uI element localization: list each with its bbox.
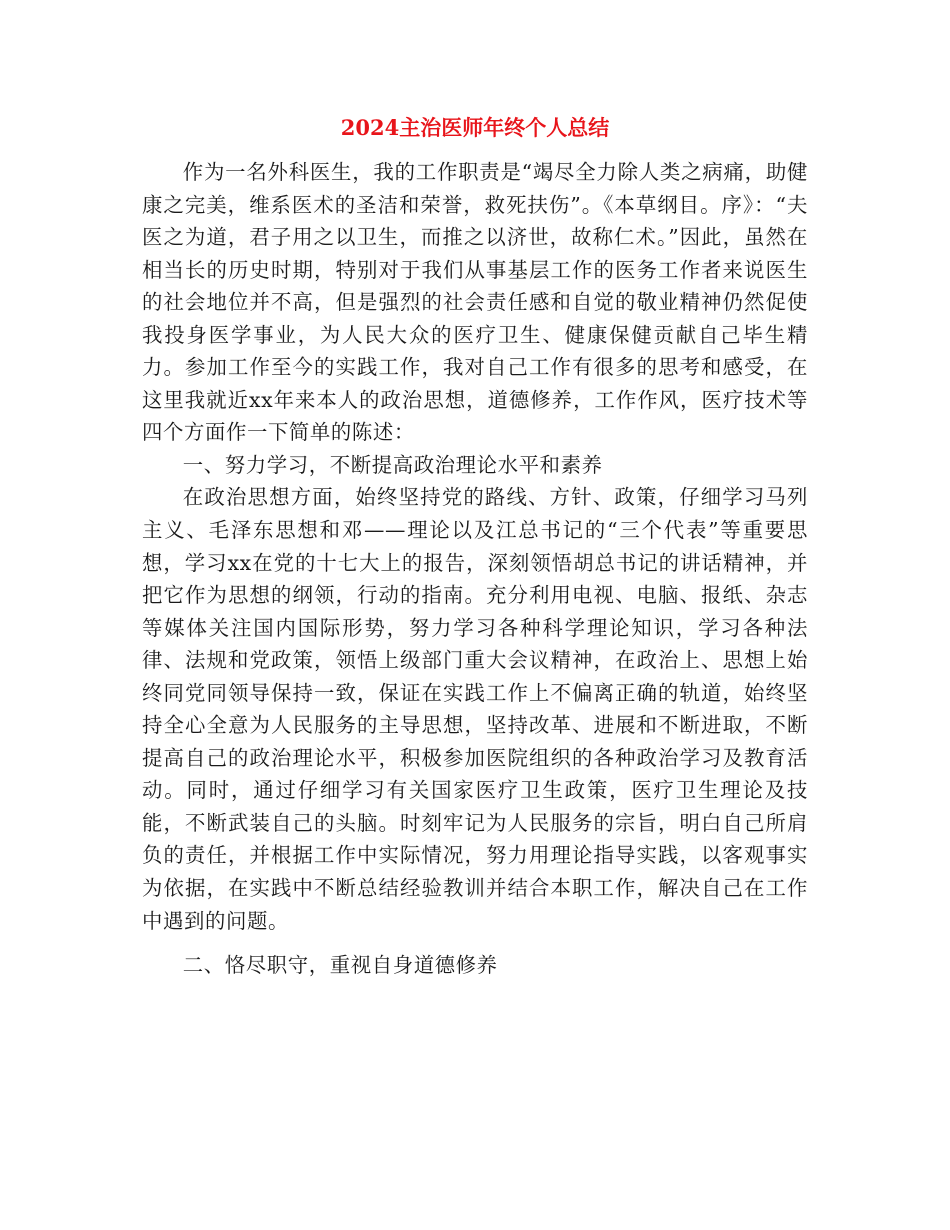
section-heading-2: 二、恪尽职守，重视自身道德修养 (182, 953, 498, 978)
paragraph-intro: 作为一名外科医生，我的工作职责是“竭尽全力除人类之病痛，助健康之完美，维系医术的圣洁和荣誉，救死扶伤”。《本草纲目。序》：“夫医之为道，君子用之以卫生，而推之以济世，故称仁术。”因此，虽然在相当长的历史时期，特别对于我们从事基层工作的医务工作者来说医生的社会地位并不高，但是强烈的社会责任感和自觉的敬业精神仍然促使我投身医学事业，为人民大众的医疗卫生、健康保健贡献自己毕生精力。参加工作至今的实践工作，我对自己工作有很多的思考和感受，在这里我就近xx年来本人的政治思想，道德修养，工作作风，医疗技术等四个方面作一下简单的陈述： (142, 160, 808, 445)
section-heading-1: 一、努力学习，不断提高政治理论水平和素养 (182, 452, 603, 477)
paragraph-section-1: 在政治思想方面，始终坚持党的路线、方针、政策，仔细学习马列主义、毛泽东思想和邓——理论以及江总书记的“三个代表”等重要思想，学习xx在党的十七大上的报告，深刻领悟胡总书记的讲话精神，并把它作为思想的纲领，行动的指南。充分利用电视、电脑、报纸、杂志等媒体关注国内国际形势，努力学习各种科学理论知识，学习各种法律、法规和党政策，领悟上级部门重大会议精神，在政治上、思想上始终同党同领导保持一致，保证在实践工作上不偏离正确的轨道，始终坚持全心全意为人民服务的主导思想，坚持改革、进展和不断进取，不断提高自己的政治理论水平，积极参加医院组织的各种政治学习及教育活动。同时，通过仔细学习有关国家医疗卫生政策，医疗卫生理论及技能，不断武装自己的头脑。时刻牢记为人民服务的宗旨，明白自己所肩负的责任，并根据工作中实际情况，努力用理论指导实践，以客观事实为依据，在实践中不断总结经验教训并结合本职工作，解决自己在工作中遇到的问题。 (142, 485, 808, 933)
page-title: 2024主治医师年终个人总结 (340, 115, 610, 140)
document-body (142, 156, 808, 982)
